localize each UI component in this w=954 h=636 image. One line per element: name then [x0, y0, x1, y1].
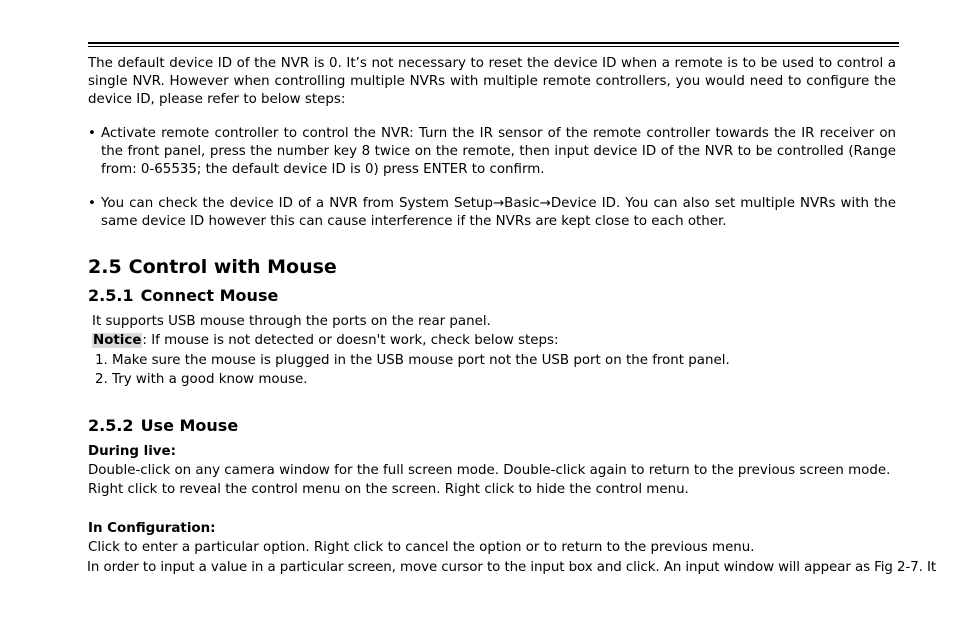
live-line-2: Right click to reveal the control menu on the screen. Right click to hide the control menu.: [88, 482, 689, 497]
notice-line: [92, 332, 559, 350]
section-title: Connect Mouse: [140, 286, 279, 305]
notice-label: Notice: [93, 333, 142, 348]
notice-text: : If mouse is not detected or doesn't work, check below steps:: [142, 333, 559, 348]
config-line-2: In order to input a value in a particular screen, move cursor to the input box and click. An input window will appear as Fig 2-7. It: [87, 560, 937, 575]
section-number: 2.5.1: [88, 286, 134, 305]
step-1: 1. Make sure the mouse is plugged in the USB mouse port not the USB port on the front panel.: [95, 353, 730, 368]
intro-paragraph: The default device ID of the NVR is 0. It’s not necessary to reset the device ID when a remote is to be used to control a single NVR. However when controlling multiple NVRs with multiple remote controllers, you would need to configure the device ID, please refer to below steps:: [88, 56, 896, 107]
header-rule-thin: [88, 46, 899, 47]
bullet-text: Activate remote controller to control the NVR: Turn the IR sensor of the remote controller towards the IR receiver on the front panel, press the number key 8 twice on the remote, then input device ID of the NVR to be controlled (Range from: 0-65535; the default device ID is 0) press ENTER to confirm.: [101, 126, 896, 177]
step-2: 2. Try with a good know mouse.: [95, 372, 308, 387]
in-configuration-heading: In Configuration:: [88, 521, 216, 536]
section-number: 2.5: [88, 256, 122, 278]
usb-support-text: It supports USB mouse through the ports on the rear panel.: [92, 314, 491, 329]
section-number: 2.5.2: [88, 416, 134, 435]
during-live-heading: During live:: [88, 444, 176, 459]
section-title: Control with Mouse: [128, 256, 337, 278]
config-line-1: Click to enter a particular option. Right click to cancel the option or to return to the previous menu.: [88, 540, 755, 555]
bullet-icon: •: [88, 196, 96, 211]
section-heading-2-5-1: [88, 286, 278, 306]
bullet-icon: •: [88, 126, 96, 141]
bullet-item-device-id: [88, 195, 896, 231]
live-line-1: Double-click on any camera window for the full screen mode. Double-click again to return to the previous screen mode.: [88, 463, 891, 478]
bullet-item-remote-controller: [88, 125, 896, 179]
section-heading-2-5-2: [88, 416, 238, 436]
bullet-text: You can check the device ID of a NVR from System Setup→Basic→Device ID. You can also set multiple NVRs with the same device ID however this can cause interference if the NVRs are kept close to each other.: [101, 196, 896, 229]
section-title: Use Mouse: [140, 416, 239, 435]
section-heading-2-5: [88, 256, 337, 278]
header-rule: [88, 42, 899, 44]
